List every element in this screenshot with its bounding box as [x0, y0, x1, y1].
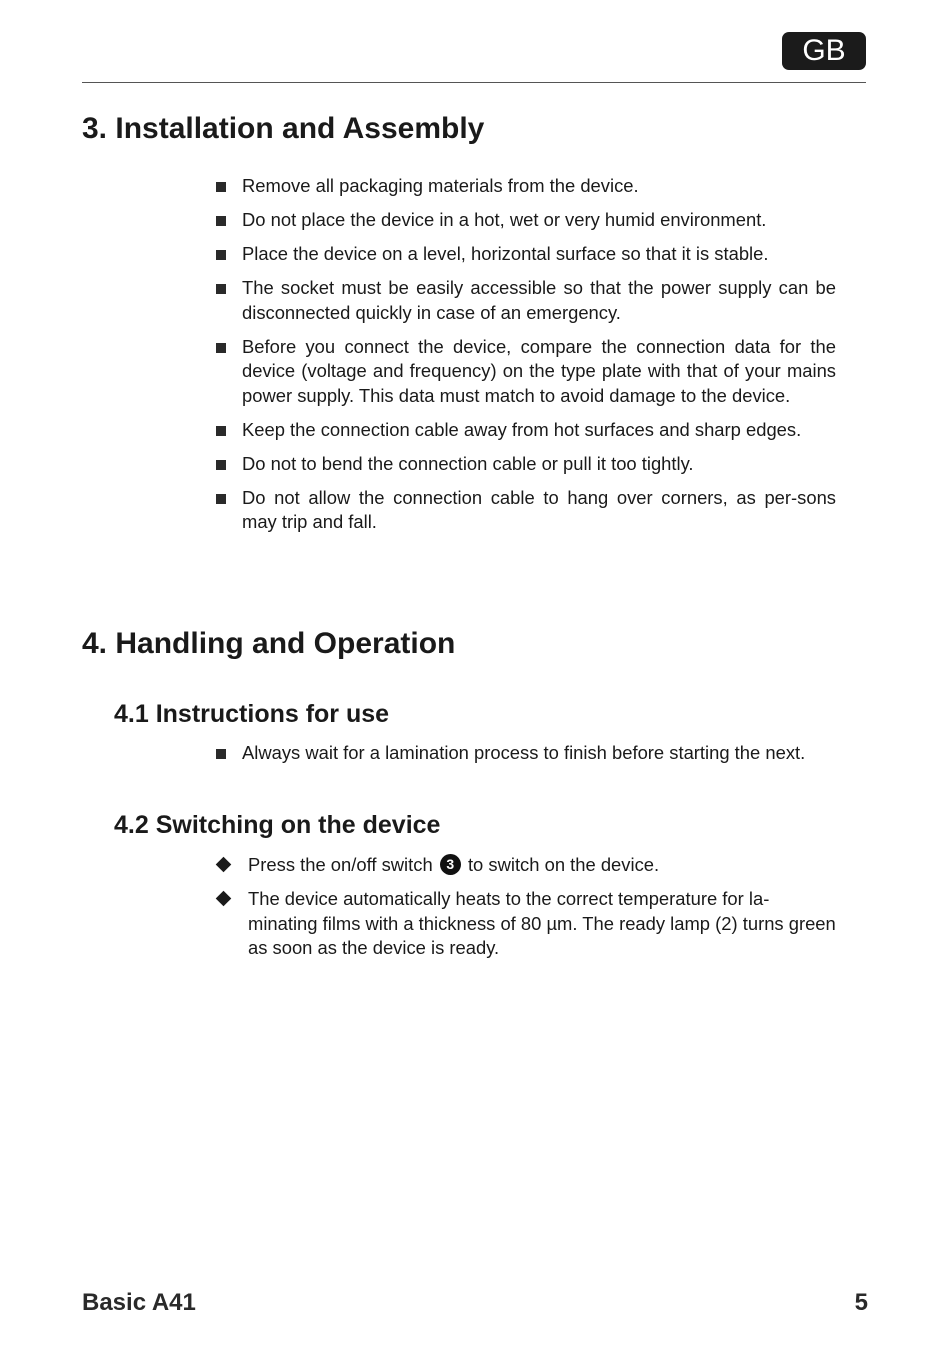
diamond-bullet-icon — [216, 891, 232, 907]
list-item: Do not place the device in a hot, wet or very humid environment. — [242, 208, 836, 233]
section-4-title: 4. Handling and Operation — [82, 627, 456, 660]
square-bullet-icon — [216, 216, 226, 226]
square-bullet-icon — [216, 182, 226, 192]
square-bullet-icon — [216, 749, 226, 759]
section-3-title: 3. Installation and Assembly — [82, 112, 485, 145]
subsection-4-2-title: 4.2 Switching on the device — [114, 811, 441, 839]
switching-on-steps — [248, 853, 838, 961]
list-item: Press the on/off switch 3 to switch on the device. — [248, 853, 838, 878]
switch-number-icon: 3 — [440, 854, 461, 875]
square-bullet-icon — [216, 343, 226, 353]
list-item: Before you connect the device, compare the connection data for the device (voltage and frequency) on the type plate with that of your mains power supply. This data must match to avoid damage to the device. — [242, 335, 836, 409]
installation-list — [242, 174, 836, 535]
list-item: Keep the connection cable away from hot surfaces and sharp edges. — [242, 418, 836, 443]
list-item: Remove all packaging materials from the device. — [242, 174, 836, 199]
list-item: Do not allow the connection cable to hang over corners, as per-sons may trip and fall. — [242, 486, 836, 535]
instructions-list — [242, 741, 836, 766]
list-item: The device automatically heats to the correct temperature for la-minating films with a thickness of 80 µm. The ready lamp (2) turns green as soon as the device is ready. — [248, 887, 838, 961]
page-number: 5 — [854, 1289, 868, 1316]
square-bullet-icon — [216, 494, 226, 504]
header-divider — [82, 82, 866, 83]
subsection-4-1-title: 4.1 Instructions for use — [114, 700, 390, 728]
square-bullet-icon — [216, 426, 226, 436]
list-item: Place the device on a level, horizontal surface so that it is stable. — [242, 242, 836, 267]
square-bullet-icon — [216, 284, 226, 294]
diamond-bullet-icon — [216, 857, 232, 873]
footer-model-name: Basic A41 — [82, 1289, 196, 1316]
list-item: Always wait for a lamination process to finish before starting the next. — [242, 741, 836, 766]
square-bullet-icon — [216, 250, 226, 260]
language-badge: GB — [782, 32, 866, 70]
list-item: Do not to bend the connection cable or pull it too tightly. — [242, 452, 836, 477]
square-bullet-icon — [216, 460, 226, 470]
list-item: The socket must be easily accessible so that the power supply can be disconnected quickly in case of an emergency. — [242, 276, 836, 325]
